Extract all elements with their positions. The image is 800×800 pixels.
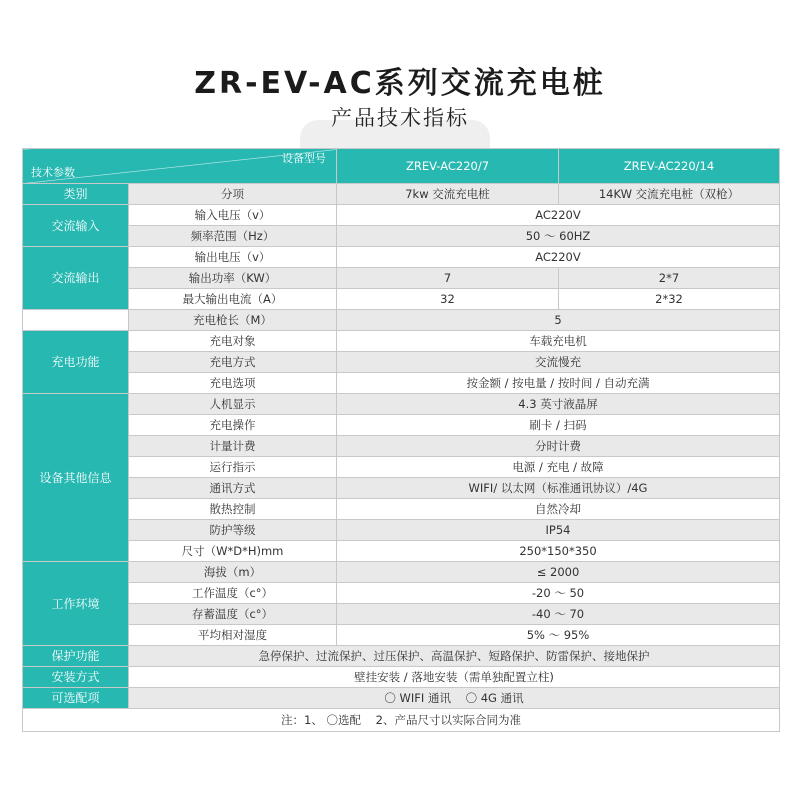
item-cell: 输出电压（v） xyxy=(129,247,337,268)
value-cell: 自然冷却 xyxy=(337,499,780,520)
table-row xyxy=(23,289,780,310)
value-cell: IP54 xyxy=(337,520,780,541)
category-cell: 保护功能 xyxy=(23,646,129,667)
table-row xyxy=(23,205,780,226)
item-cell: 充电选项 xyxy=(129,373,337,394)
category-cell: 充电功能 xyxy=(23,331,129,394)
item-cell: 防护等级 xyxy=(129,520,337,541)
model-label: 设备型号 xyxy=(282,152,326,165)
item-cell: 输入电压（v） xyxy=(129,205,337,226)
value-cell: 250*150*350 xyxy=(337,541,780,562)
value-cell: 刷卡 / 扫码 xyxy=(337,415,780,436)
spec-table xyxy=(22,148,780,732)
table-row xyxy=(23,667,780,688)
value-cell: 2*32 xyxy=(559,289,780,310)
table-row xyxy=(23,436,780,457)
value-cell: WIFI/ 以太网（标准通讯协议）/4G xyxy=(337,478,780,499)
table-row xyxy=(23,247,780,268)
item-cell: 输出功率（KW） xyxy=(129,268,337,289)
category-cell: 可选配项 xyxy=(23,688,129,709)
item-cell: 计量计费 xyxy=(129,436,337,457)
item-cell: 平均相对湿度 xyxy=(129,625,337,646)
item-cell: 存蓄温度（c°） xyxy=(129,604,337,625)
table-row xyxy=(23,226,780,247)
value-cell: -20 ～ 50 xyxy=(337,583,780,604)
value-cell: 分时计费 xyxy=(337,436,780,457)
value-cell: 〇 WIFI 通讯 〇 4G 通讯 xyxy=(129,688,780,709)
table-row xyxy=(23,562,780,583)
value-cell: 50 ～ 60HZ xyxy=(337,226,780,247)
table-row xyxy=(23,541,780,562)
table-row xyxy=(23,457,780,478)
table-row xyxy=(23,688,780,709)
model-2-header: ZREV-AC220/14 xyxy=(559,149,780,184)
category-cell: 交流输入 xyxy=(23,205,129,247)
table-row xyxy=(23,184,780,205)
table-row xyxy=(23,352,780,373)
table-row xyxy=(23,310,780,331)
item-cell: 充电枪长（M） xyxy=(129,310,337,331)
category-cell: 工作环境 xyxy=(23,562,129,646)
table-row xyxy=(23,646,780,667)
model-1-header: ZREV-AC220/7 xyxy=(337,149,559,184)
item-cell: 充电对象 xyxy=(129,331,337,352)
table-row xyxy=(23,625,780,646)
value-cell: 电源 / 充电 / 故障 xyxy=(337,457,780,478)
item-cell: 频率范围（Hz） xyxy=(129,226,337,247)
value-cell: 4.3 英寸液晶屏 xyxy=(337,394,780,415)
table-row xyxy=(23,604,780,625)
item-cell: 运行指示 xyxy=(129,457,337,478)
value-cell: 7kw 交流充电桩 xyxy=(337,184,559,205)
table-row xyxy=(23,583,780,604)
item-cell: 通讯方式 xyxy=(129,478,337,499)
empty-category-cell xyxy=(23,310,129,331)
value-cell: 急停保护、过流保护、过压保护、高温保护、短路保护、防雷保护、接地保护 xyxy=(129,646,780,667)
table-row xyxy=(23,394,780,415)
item-cell: 海拔（m） xyxy=(129,562,337,583)
category-cell: 设备其他信息 xyxy=(23,394,129,562)
table-header-row xyxy=(23,149,780,184)
table-row xyxy=(23,478,780,499)
value-cell: -40 ～ 70 xyxy=(337,604,780,625)
header-diagonal-cell xyxy=(23,149,337,184)
table-row xyxy=(23,331,780,352)
table-row xyxy=(23,499,780,520)
value-cell: 壁挂安装 / 落地安装（需单独配置立柱) xyxy=(129,667,780,688)
category-cell: 安装方式 xyxy=(23,667,129,688)
value-cell: AC220V xyxy=(337,205,780,226)
item-cell: 充电操作 xyxy=(129,415,337,436)
item-cell: 工作温度（c°） xyxy=(129,583,337,604)
table-row xyxy=(23,373,780,394)
value-cell: 2*7 xyxy=(559,268,780,289)
value-cell: ≤ 2000 xyxy=(337,562,780,583)
param-label: 技术参数 xyxy=(31,166,75,179)
footnote: 注：1、 〇选配 2、产品尺寸以实际合同为准 xyxy=(23,709,780,732)
value-cell: 车载充电机 xyxy=(337,331,780,352)
item-cell: 充电方式 xyxy=(129,352,337,373)
item-cell: 分项 xyxy=(129,184,337,205)
table-row xyxy=(23,415,780,436)
value-cell: 按金额 / 按电量 / 按时间 / 自动充满 xyxy=(337,373,780,394)
item-cell: 最大输出电流（A） xyxy=(129,289,337,310)
note-row xyxy=(23,709,780,732)
category-cell: 类别 xyxy=(23,184,129,205)
value-cell: AC220V xyxy=(337,247,780,268)
value-cell: 交流慢充 xyxy=(337,352,780,373)
page-title: ZR-EV-AC系列交流充电桩 xyxy=(194,66,606,101)
value-cell: 14KW 交流充电桩（双枪） xyxy=(559,184,780,205)
table-row xyxy=(23,268,780,289)
value-cell: 5% ～ 95% xyxy=(337,625,780,646)
item-cell: 尺寸（W*D*H)mm xyxy=(129,541,337,562)
value-cell: 32 xyxy=(337,289,559,310)
category-cell: 交流输出 xyxy=(23,247,129,310)
item-cell: 散热控制 xyxy=(129,499,337,520)
page-subtitle: 产品技术指标 xyxy=(331,106,469,130)
item-cell: 人机显示 xyxy=(129,394,337,415)
table-row xyxy=(23,520,780,541)
value-cell: 5 xyxy=(337,310,780,331)
value-cell: 7 xyxy=(337,268,559,289)
